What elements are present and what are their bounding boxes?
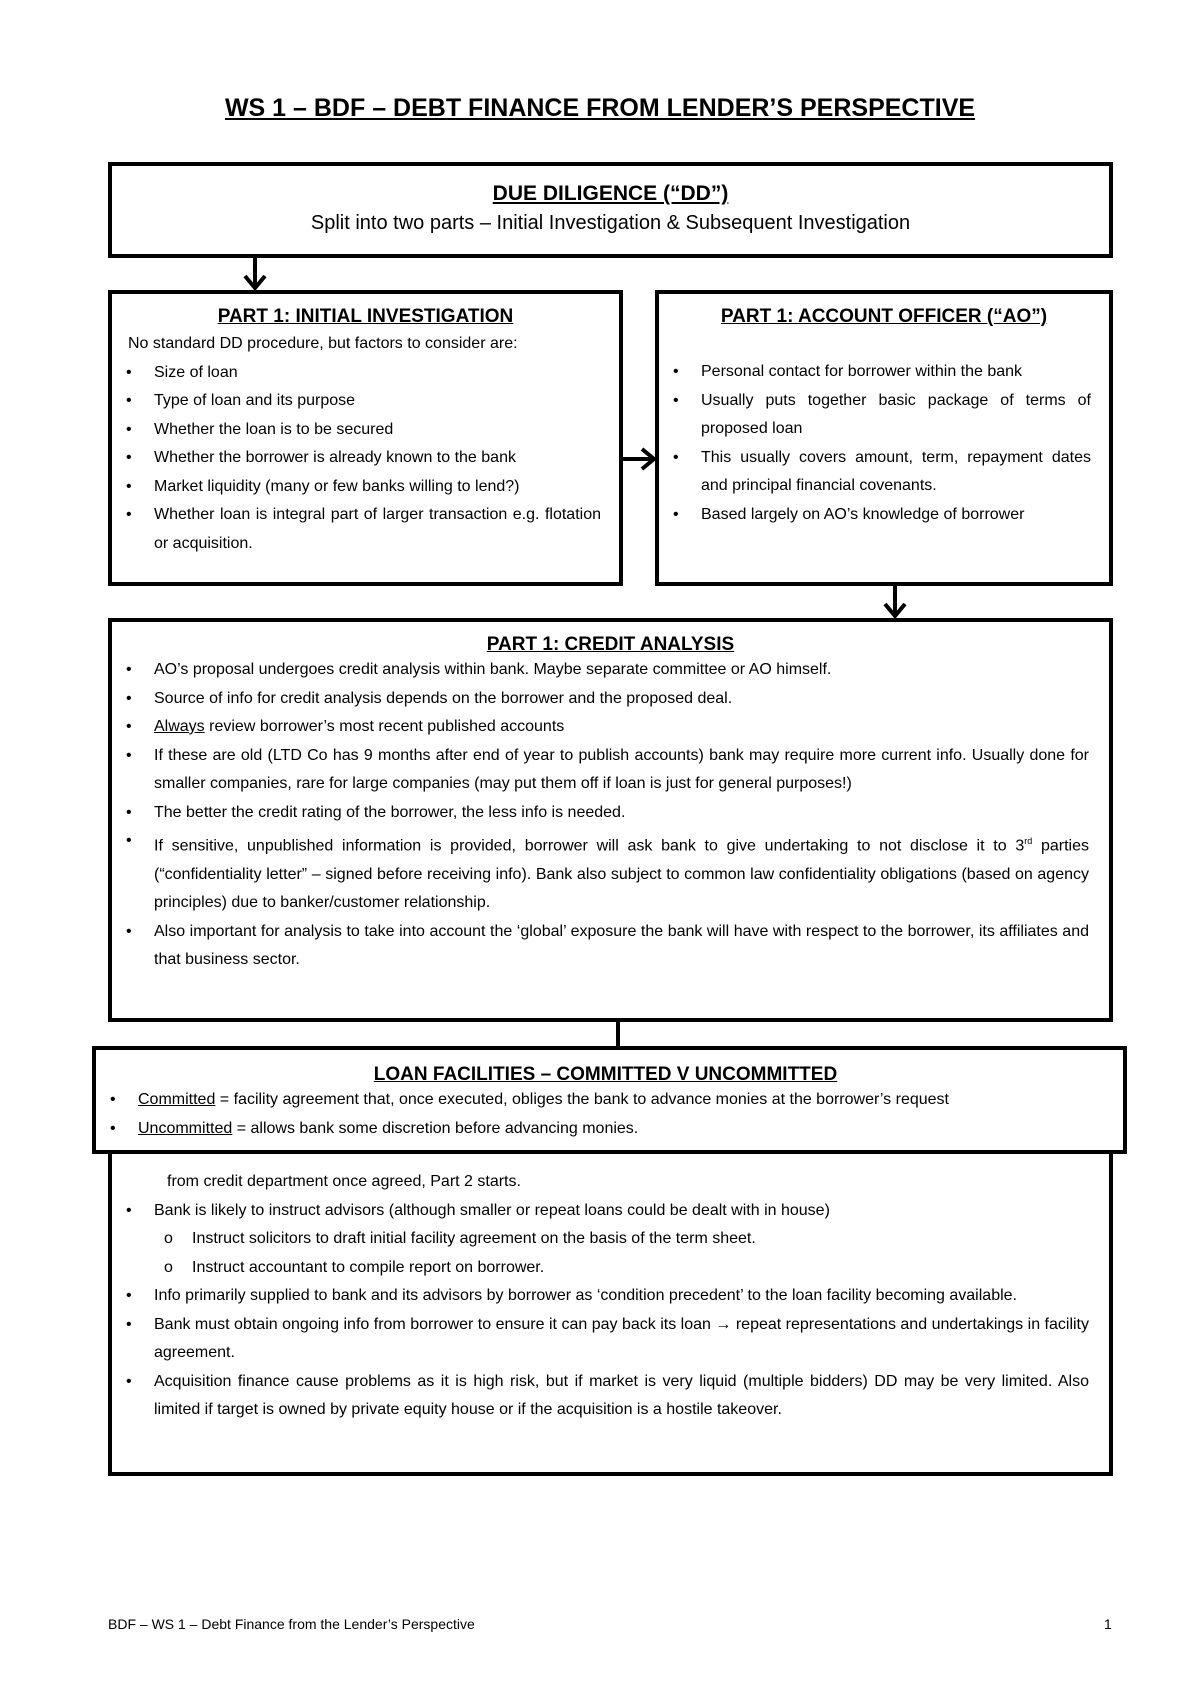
list-item: • AO’s proposal undergoes credit analysis within bank. Maybe separate committee or AO himself. [112, 656, 1089, 685]
list-item: • This usually covers amount, term, repayment dates and principal financial covenants. [659, 444, 1091, 501]
committed-term: Committed [138, 1091, 216, 1108]
footer-text: BDF – WS 1 – Debt Finance from the Lender’s Perspective [108, 1616, 475, 1632]
subsequent-list [112, 1197, 1089, 1226]
page-number: 1 [1104, 1616, 1112, 1632]
subsequent-investigation-box [108, 1140, 1113, 1476]
subsequent-sublist [112, 1225, 1089, 1282]
list-item: • Acquisition finance cause problems as it is high risk, but if market is very liquid (multiple bidders) DD may be very limited. Also limited if target is owned by private equity house or if the acquisition is a hostile takeover. [112, 1368, 1089, 1425]
initial-investigation-heading: PART 1: INITIAL INVESTIGATION [217, 306, 514, 327]
subsequent-list-continued [112, 1282, 1089, 1425]
credit-list [112, 656, 1089, 975]
list-item: o Instruct solicitors to draft initial facility agreement on the basis of the term sheet. [112, 1225, 1089, 1254]
list-item: • Uncommitted = allows bank some discretion before advancing monies. [96, 1115, 1115, 1144]
list-item: • Whether loan is integral part of larger transaction e.g. flotation or acquisition. [112, 501, 601, 558]
list-item: • Type of loan and its purpose [112, 387, 601, 416]
list-item: • Usually puts together basic package of terms of proposed loan [659, 387, 1091, 444]
arrow-right-icon [622, 444, 658, 474]
list-item: • The better the credit rating of the borrower, the less info is needed. [112, 799, 1089, 828]
list-item: • Also important for analysis to take into account the ‘global’ exposure the bank will have with respect to the borrower, its affiliates and that business sector. [112, 918, 1089, 975]
continuation-text: from credit department once agreed, Part 2 starts. [167, 1173, 521, 1190]
list-item: • If sensitive, unpublished information is provided, borrower will ask bank to give undertaking to not disclose it to 3rd parties (“confidentiality letter” – signed before receiving info). Bank also subject to common law confidentiality obligations (based on agency principles) due to banker/customer relationship. [112, 827, 1089, 918]
initial-investigation-box [108, 290, 623, 586]
list-item: o Instruct accountant to compile report on borrower. [112, 1254, 1089, 1283]
list-item: • Whether the borrower is already known to the bank [112, 444, 601, 473]
list-item: • Based largely on AO’s knowledge of borrower [659, 501, 1091, 530]
list-item: • Personal contact for borrower within the bank [659, 358, 1091, 387]
list-item: • Info primarily supplied to bank and its advisors by borrower as ‘condition precedent’ to the loan facility becoming available. [112, 1282, 1089, 1311]
due-diligence-box [108, 162, 1113, 258]
due-diligence-heading: DUE DILIGENCE (“DD”) [492, 182, 729, 205]
loan-facilities-box [92, 1046, 1127, 1154]
list-item: • Source of info for credit analysis depends on the borrower and the proposed deal. [112, 685, 1089, 714]
list-item: • Size of loan [112, 359, 601, 388]
arrow-down-icon [880, 584, 910, 620]
list-item: • If these are old (LTD Co has 9 months after end of year to publish accounts) bank may require more current info. Usually done for smaller companies, rare for large companies (may put them off if loan is just for general purposes!) [112, 742, 1089, 799]
arrow-down-icon [240, 256, 270, 292]
list-item: • Always review borrower’s most recent published accounts [112, 713, 1089, 742]
list-item: • Whether the loan is to be secured [112, 416, 601, 445]
arrow-right-icon: → [715, 1315, 732, 1333]
list-item: • Market liquidity (many or few banks willing to lend?) [112, 473, 601, 502]
due-diligence-subtitle: Split into two parts – Initial Investigation & Subsequent Investigation [310, 212, 911, 234]
credit-analysis-box [108, 618, 1113, 1022]
connector-line [616, 1020, 620, 1048]
list-item: • Bank must obtain ongoing info from borrower to ensure it can pay back its loan → repeat representations and undertakings in facility agreement. [112, 1311, 1089, 1368]
list-item: • Bank is likely to instruct advisors (although smaller or repeat loans could be dealt with in house) [112, 1197, 1089, 1226]
page-title: WS 1 – BDF – DEBT FINANCE FROM LENDER’S PERSPECTIVE [224, 94, 976, 122]
initial-list [112, 359, 601, 559]
always-emphasis: Always [154, 718, 205, 735]
loan-facilities-heading: LOAN FACILITIES – COMMITTED V UNCOMMITTED [373, 1064, 838, 1085]
account-officer-heading: PART 1: ACCOUNT OFFICER (“AO”) [720, 306, 1048, 327]
credit-analysis-heading: PART 1: CREDIT ANALYSIS [486, 634, 735, 655]
ao-list [659, 358, 1091, 529]
initial-intro: No standard DD procedure, but factors to consider are: [128, 335, 518, 352]
account-officer-box [655, 290, 1113, 586]
uncommitted-term: Uncommitted [138, 1119, 233, 1137]
facilities-list [96, 1086, 1115, 1143]
list-item: • Committed = facility agreement that, once executed, obliges the bank to advance monies at the borrower’s request [96, 1086, 1115, 1115]
